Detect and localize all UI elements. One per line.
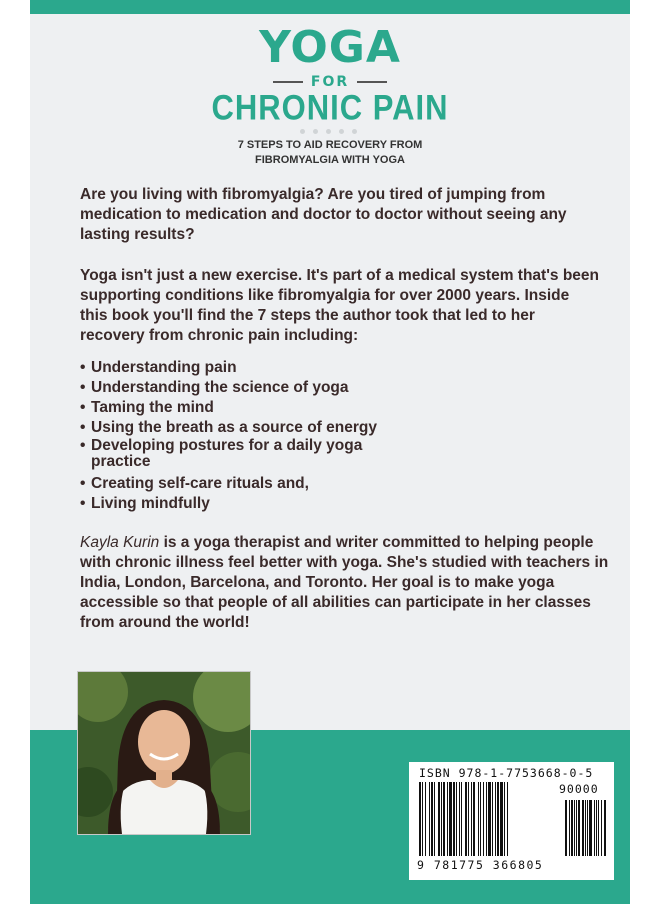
subtitle (30, 138, 630, 168)
barcode-bar (488, 782, 491, 856)
barcode-bar (504, 782, 505, 856)
barcode-bar (434, 782, 435, 856)
list-item: • Creating self-care rituals and, (80, 474, 480, 494)
barcode-bar (425, 782, 426, 856)
addon-bar (589, 800, 592, 856)
isbn-barcode (409, 762, 614, 880)
dot (352, 129, 357, 134)
barcode-bar (453, 782, 455, 856)
barcode-bar (495, 782, 496, 856)
list-item: • Taming the mind (80, 398, 480, 418)
isbn-text: ISBN 978-1-7753668-0-5 (419, 766, 594, 780)
barcode-bar (500, 782, 503, 856)
dot (300, 129, 305, 134)
barcode-bar (443, 782, 445, 856)
addon-bar (574, 800, 575, 856)
dot (313, 129, 318, 134)
intro-paragraph: Are you living with fibromyalgia? Are you tired of jumping from medication to medication and doctor to doctor without seeing any lasting results? (80, 186, 567, 243)
barcode-bar (497, 782, 499, 856)
addon-bar (571, 800, 573, 856)
barcode-bar (465, 782, 467, 856)
dot (326, 129, 331, 134)
addon-bar (587, 800, 588, 856)
dot (339, 129, 344, 134)
addon-bar (585, 800, 586, 856)
list-item: • Developing postures for a daily yoga practice (80, 438, 391, 470)
barcode-bar (438, 782, 440, 856)
author-photo (78, 672, 250, 834)
barcode-bar (461, 782, 462, 856)
barcode-bar (449, 782, 452, 856)
addon-bar (569, 800, 570, 856)
barcode-bars (419, 782, 609, 860)
author-bio (80, 533, 610, 633)
subtitle-line-1: 7 STEPS TO AID RECOVERY FROM (237, 139, 423, 151)
divider-right (357, 81, 387, 83)
barcode-bar (422, 782, 423, 856)
ean-number: 9 781775 366805 (417, 858, 544, 872)
barcode-bar (441, 782, 442, 856)
description-paragraph: Yoga isn't just a new exercise. It's part of a medical system that's been supporting conditions like fibromyalgia for over 2000 years. Inside this book you'll find the 7 steps the author took that led to her recovery from chronic pain including: (80, 267, 600, 344)
addon-bar (582, 800, 584, 856)
barcode-bar (456, 782, 457, 856)
decorative-dots (300, 129, 357, 134)
barcode-bar (468, 782, 469, 856)
barcode-bar (486, 782, 487, 856)
addon-bar (565, 800, 567, 856)
addon-bar (601, 800, 602, 856)
addon-bar (598, 800, 599, 856)
top-accent-band (30, 0, 630, 14)
barcode-bar (459, 782, 460, 856)
list-item: • Understanding the science of yoga (80, 378, 480, 398)
addon-bar (594, 800, 595, 856)
book-back-cover (30, 0, 630, 904)
barcode-bar (419, 782, 421, 856)
barcode-bar (507, 782, 508, 856)
subtitle-line-2: FIBROMYALGIA WITH YOGA (255, 154, 405, 166)
addon-bar (604, 800, 606, 856)
barcode-bar (483, 782, 484, 856)
addon-bar (576, 800, 577, 856)
addon-bar (596, 800, 597, 856)
price-addon: 90000 (559, 782, 599, 796)
list-item: • Using the breath as a source of energy (80, 418, 480, 438)
barcode-bar (429, 782, 430, 856)
title-chronic-pain: CHRONIC PAIN (211, 87, 449, 128)
title-for: FOR (310, 74, 350, 90)
barcode-bar (473, 782, 475, 856)
barcode-bar (478, 782, 479, 856)
author-name: Kayla Kurin (80, 534, 160, 551)
title-yoga: YOGA (259, 22, 401, 73)
barcode-bar (480, 782, 481, 856)
barcode-bar (447, 782, 448, 856)
barcode-bar (492, 782, 493, 856)
list-item: • Living mindfully (80, 494, 480, 514)
barcode-bar (431, 782, 433, 856)
addon-bar (578, 800, 580, 856)
author-bio-text: is a yoga therapist and writer committed to helping people with chronic illness feel better with yoga. She's studied with teachers in India, London, Barcelona, and Toronto. Her goal is to make yoga accessible so that people of all abilities can participate in her classes from around the world! (80, 534, 609, 631)
divider-left (273, 81, 303, 83)
list-item: • Understanding pain (80, 358, 480, 378)
barcode-bar (471, 782, 472, 856)
steps-list (80, 358, 480, 514)
author-photo-illustration (78, 672, 250, 834)
